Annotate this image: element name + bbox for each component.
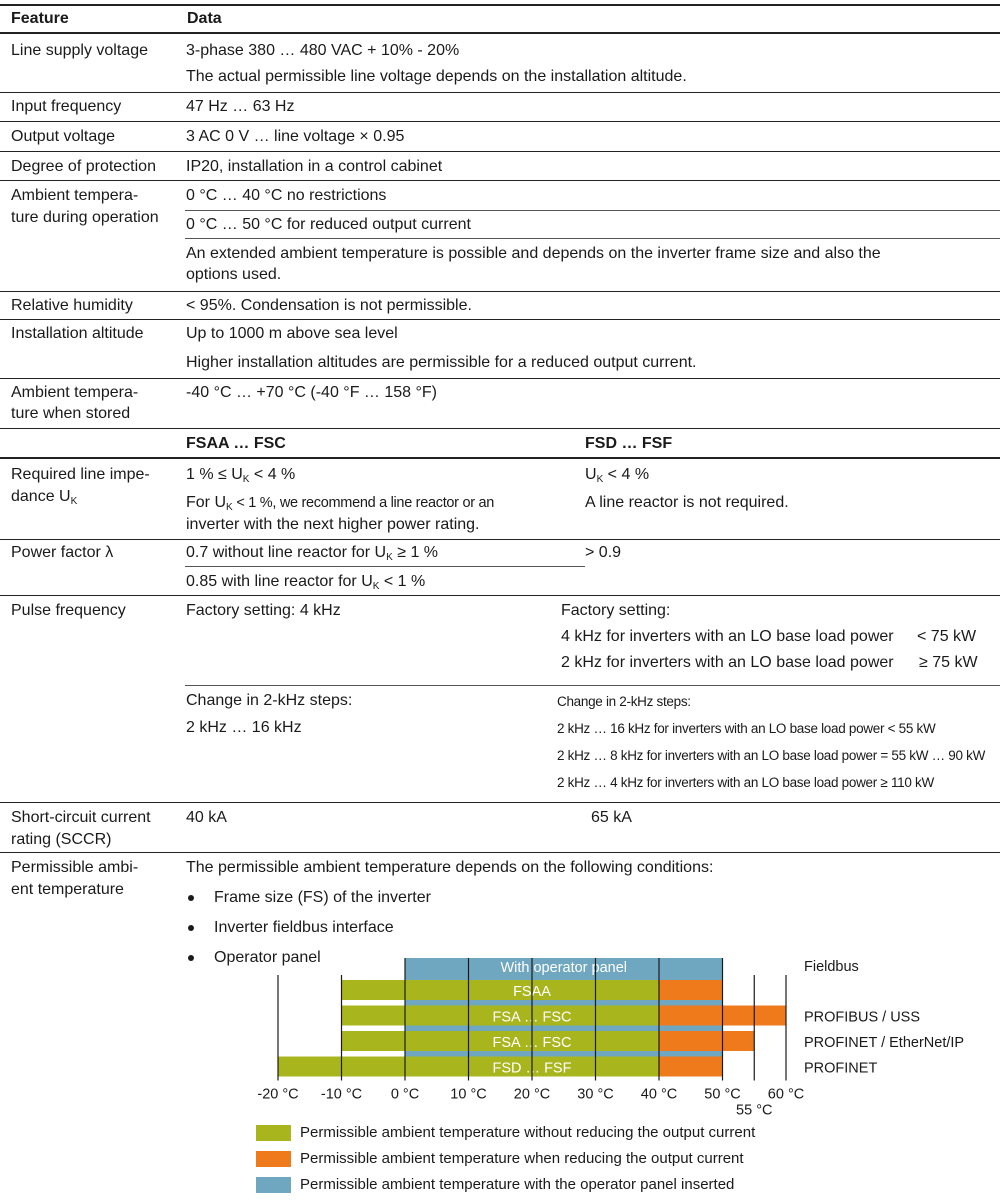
row-fieldbus-label: PROFINET / EtherNet/IP	[804, 1035, 965, 1051]
row-label-impedance-1: Required line impe-	[11, 466, 150, 483]
bar-reduction	[659, 1057, 723, 1077]
perm-ambient-condition-fieldbus: Inverter fieldbus interface	[214, 919, 394, 936]
perm-ambient-intro: The permissible ambient temperature depends on the following conditions:	[186, 859, 714, 876]
header-data: Data	[187, 10, 222, 27]
x-tick-label: 55 °C	[736, 1102, 773, 1119]
row-label-line-supply: Line supply voltage	[11, 42, 148, 59]
legend-label-no-reduction: Permissible ambient temperature without reducing the output current	[300, 1124, 756, 1141]
row-label-protection: Degree of protection	[11, 158, 156, 175]
fieldbus-header: Fieldbus	[804, 959, 859, 975]
legend-swatch-operator-panel	[256, 1177, 291, 1193]
x-tick-label: 20 °C	[513, 1086, 551, 1103]
header-rule	[0, 32, 1000, 34]
power-factor-fsd-value: > 0.9	[585, 544, 622, 561]
subrow-divider	[185, 685, 1000, 686]
ambient-temperature-chart	[0, 950, 1000, 1120]
bar-reduction	[659, 1031, 754, 1051]
row-divider	[0, 539, 1000, 540]
row-divider	[0, 378, 1000, 379]
row-frame-label: FSAA	[513, 984, 551, 1000]
ambient-op-value-1: 0 °C … 40 °C no restrictions	[186, 187, 387, 204]
ambient-op-note-1: An extended ambient temperature is possible and depends on the inverter frame size and also the	[186, 245, 881, 262]
x-tick-label: 60 °C	[767, 1086, 805, 1103]
operator-panel-band	[405, 1026, 723, 1032]
impedance-fsd-note: A line reactor is not required.	[585, 494, 789, 511]
row-frame-label: FSD … FSF	[492, 1060, 572, 1077]
perm-ambient-condition-panel: Operator panel	[214, 949, 321, 966]
altitude-note: Higher installation altitudes are permissible for a reduced output current.	[186, 354, 697, 371]
impedance-fsd-value: $U_K < 4$ %	[585, 466, 650, 485]
ambient-op-value-2: 0 °C … 50 °C for reduced output current	[186, 216, 471, 233]
x-tick-label: 50 °C	[704, 1086, 741, 1103]
x-tick-label: 40 °C	[640, 1086, 678, 1103]
sccr-fsaa-value: 40 kA	[186, 809, 227, 826]
altitude-value: Up to 1000 m above sea level	[186, 325, 398, 342]
row-label-sccr-2: rating (SCCR)	[11, 831, 112, 848]
row-divider	[0, 319, 1000, 320]
pulse-fsaa-change: Change in 2-kHz steps:	[186, 692, 353, 709]
input-frequency-value: 47 Hz … 63 Hz	[186, 98, 295, 115]
row-divider	[0, 92, 1000, 93]
pulse-fsd-change: Change in 2-kHz steps:	[557, 694, 691, 709]
perm-ambient-condition-frame: Frame size (FS) of the inverter	[214, 889, 431, 906]
line-supply-value: 3-phase 380 … 480 VAC + 10% - 20%	[186, 42, 460, 59]
row-divider	[0, 595, 1000, 596]
pulse-fsd-factory-4khz-power: < 75 kW	[917, 628, 977, 645]
frame-col-fsd-fsf: FSD … FSF	[585, 435, 673, 452]
row-label-impedance-2: dance $U_K$	[11, 488, 78, 507]
pulse-fsd-factory-2khz: 2 kHz for inverters with an LO base load power	[561, 654, 894, 671]
operator-panel-title: With operator panel	[500, 960, 628, 976]
row-divider	[0, 428, 1000, 429]
row-frame-label: FSA … FSC	[492, 1035, 572, 1051]
pulse-fsaa-factory: Factory setting: 4 kHz	[186, 602, 341, 619]
x-tick-label: 0 °C	[390, 1086, 420, 1103]
row-divider	[0, 121, 1000, 122]
ambient-op-note-2: options used.	[186, 266, 282, 283]
row-label-ambient-op-1: Ambient tempera-	[11, 187, 139, 204]
impedance-fsaa-note-2: inverter with the next higher power rating.	[186, 516, 480, 533]
bar-no-reduction	[342, 980, 660, 1000]
row-divider	[0, 852, 1000, 853]
pulse-fsd-range-1: 2 kHz … 16 kHz for inverters with an LO base load power < 55 kW	[557, 721, 936, 736]
operator-panel-band	[405, 1000, 723, 1006]
output-voltage-value: 3 AC 0 V … line voltage × 0.95	[186, 128, 405, 145]
power-factor-with-reactor: 0.85 with line reactor for $U_K < 1$ %	[186, 573, 426, 592]
bullet-icon	[188, 895, 194, 901]
table-top-rule	[0, 4, 1000, 6]
x-tick-label: -10 °C	[320, 1086, 363, 1103]
header-feature: Feature	[11, 10, 69, 27]
row-label-sccr-1: Short-circuit current	[11, 809, 151, 826]
row-label-perm-ambient-1: Permissible ambi-	[11, 859, 139, 876]
impedance-fsaa-value: 1 % ≤ $U_K < 4$ %	[186, 466, 296, 485]
subrow-divider	[185, 210, 1000, 211]
row-divider	[0, 180, 1000, 181]
operator-panel-band	[405, 1051, 723, 1057]
bullet-icon	[188, 925, 194, 931]
protection-value: IP20, installation in a control cabinet	[186, 158, 443, 175]
row-divider	[0, 291, 1000, 292]
row-label-stored-2: ture when stored	[11, 405, 131, 422]
row-label-pulse: Pulse frequency	[11, 602, 126, 619]
power-factor-no-reactor: 0.7 without line reactor for $U_K \ge 1$ %	[186, 544, 439, 563]
row-label-ambient-op-2: ture during operation	[11, 209, 159, 226]
pulse-fsd-factory: Factory setting:	[561, 602, 671, 619]
row-frame-label: FSA … FSC	[492, 1009, 572, 1026]
pulse-fsd-range-3: 2 kHz … 4 kHz for inverters with an LO base load power ≥ 110 kW	[557, 775, 934, 790]
legend-swatch-no-reduction	[256, 1125, 291, 1141]
row-label-stored-1: Ambient tempera-	[11, 384, 139, 401]
x-tick-label: -20 °C	[257, 1086, 299, 1103]
frames-rule	[0, 457, 1000, 459]
legend-label-operator-panel: Permissible ambient temperature with the operator panel inserted	[300, 1176, 735, 1193]
line-supply-note: The actual permissible line voltage depends on the installation altitude.	[186, 68, 687, 85]
row-label-power-factor: Power factor λ	[11, 544, 114, 561]
bar-reduction	[659, 980, 723, 1000]
pulse-fsd-factory-2khz-power: ≥ 75 kW	[919, 654, 978, 671]
row-fieldbus-label: PROFIBUS / USS	[804, 1009, 921, 1026]
row-label-output-voltage: Output voltage	[11, 128, 116, 145]
x-tick-label: 10 °C	[450, 1086, 487, 1103]
row-label-input-frequency: Input frequency	[11, 98, 122, 115]
subrow-divider	[185, 566, 585, 567]
legend-swatch-reduction	[256, 1151, 291, 1167]
row-label-perm-ambient-2: ent temperature	[11, 881, 124, 898]
subrow-divider	[185, 238, 1000, 239]
row-fieldbus-label: PROFINET	[804, 1060, 878, 1077]
row-divider	[0, 151, 1000, 152]
row-label-altitude: Installation altitude	[11, 325, 144, 342]
frame-col-fsaa-fsc: FSAA … FSC	[186, 435, 286, 452]
stored-value: -40 °C … +70 °C (-40 °F … 158 °F)	[186, 384, 437, 401]
humidity-value: < 95%. Condensation is not permissible.	[186, 297, 472, 314]
pulse-fsd-range-2: 2 kHz … 8 kHz for inverters with an LO base load power = 55 kW … 90 kW	[557, 748, 986, 763]
pulse-fsaa-range: 2 kHz … 16 kHz	[186, 719, 302, 736]
row-divider	[0, 802, 1000, 803]
sccr-fsd-value: 65 kA	[591, 809, 632, 826]
legend-label-reduction: Permissible ambient temperature when reducing the output current	[300, 1150, 744, 1167]
impedance-fsaa-note-1: For $U_K < 1$ %, we recommend a line reactor or an	[186, 494, 494, 513]
row-label-humidity: Relative humidity	[11, 297, 133, 314]
pulse-fsd-factory-4khz: 4 kHz for inverters with an LO base load power	[561, 628, 894, 645]
x-tick-label: 30 °C	[577, 1086, 614, 1103]
